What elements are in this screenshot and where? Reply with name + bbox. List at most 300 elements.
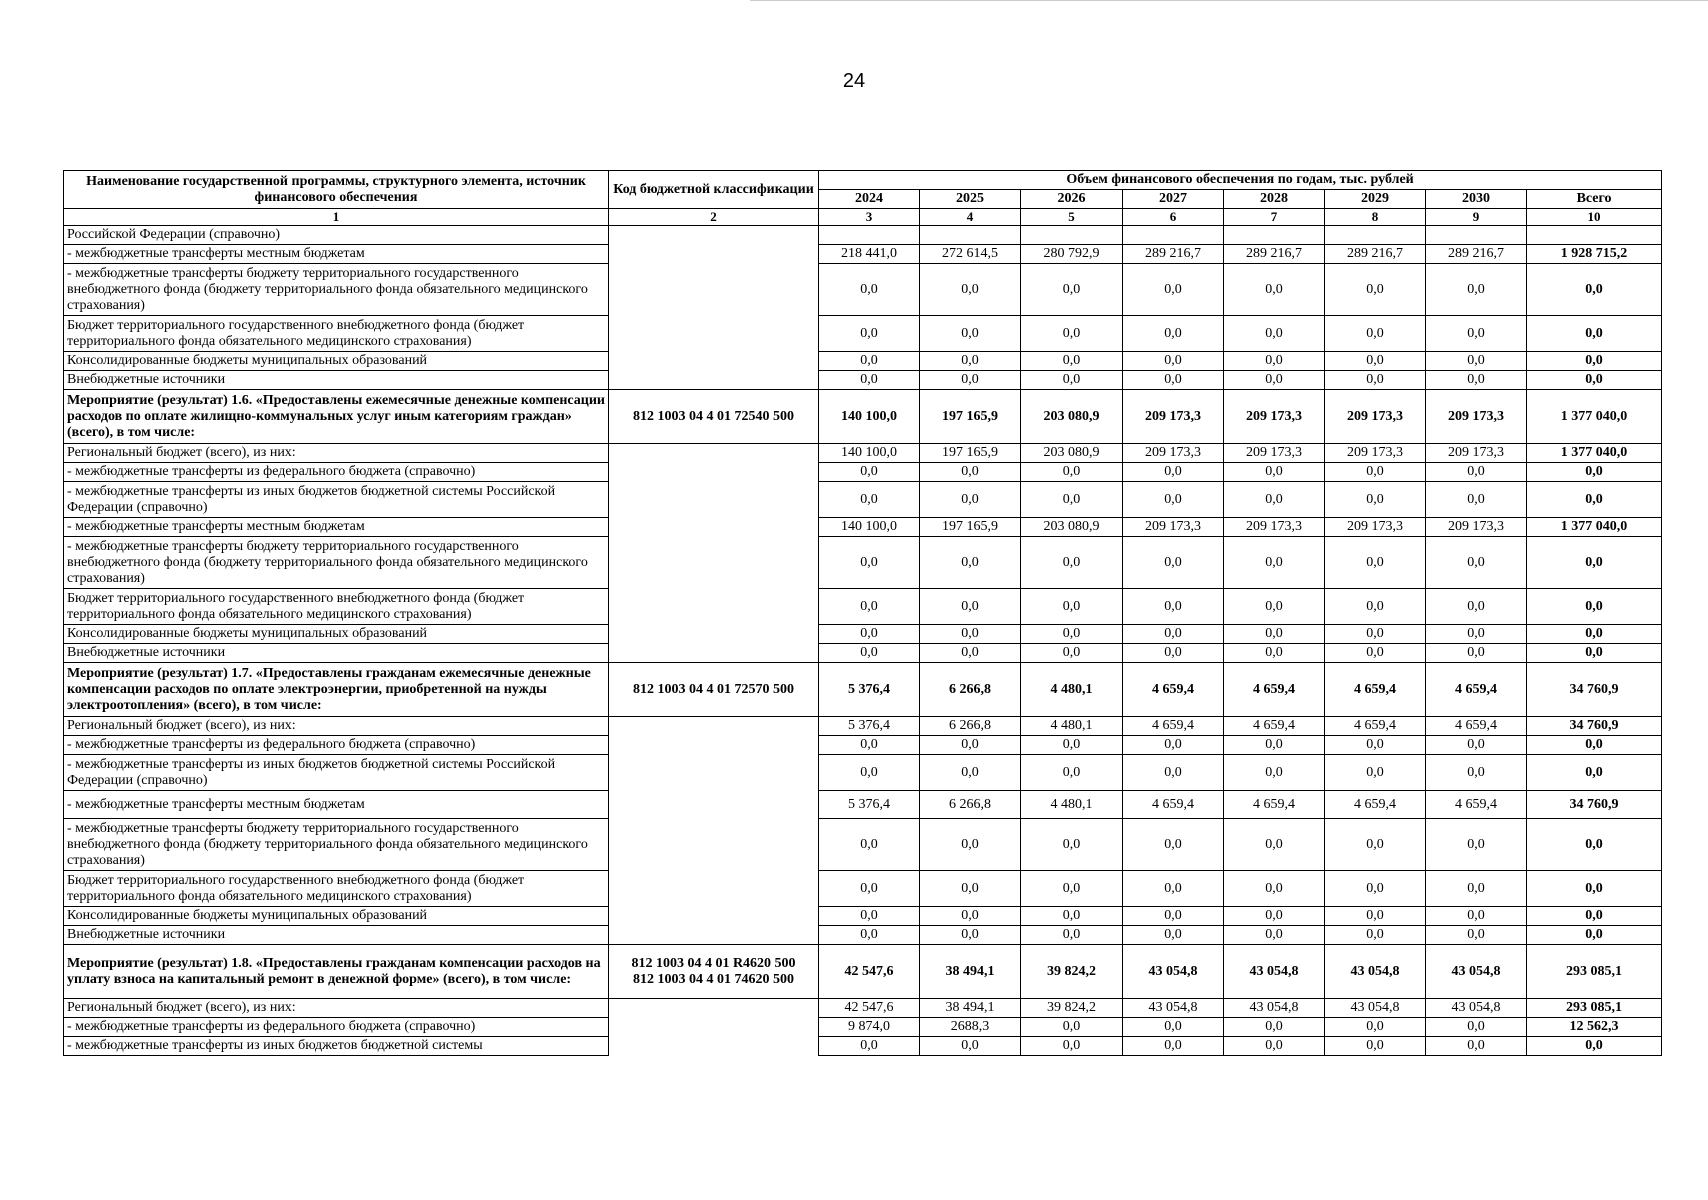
table-row — [64, 644, 1662, 663]
value-year: 209 173,3 — [1123, 444, 1224, 463]
value-total: 0,0 — [1527, 819, 1662, 871]
value-total: 1 377 040,0 — [1527, 444, 1662, 463]
value-year: 0,0 — [1325, 589, 1426, 625]
value-year: 5 376,4 — [819, 717, 920, 736]
value-year: 0,0 — [819, 871, 920, 907]
value-year: 0,0 — [819, 819, 920, 871]
value-year: 4 659,4 — [1325, 791, 1426, 819]
table-row — [64, 264, 1662, 316]
value-year: 0,0 — [819, 1037, 920, 1056]
value-year: 0,0 — [1021, 644, 1123, 663]
table-header — [64, 171, 1662, 226]
value-year: 0,0 — [1021, 264, 1123, 316]
value-year: 43 054,8 — [1426, 945, 1527, 999]
table-row — [64, 791, 1662, 819]
value-year: 0,0 — [1224, 589, 1325, 625]
value-year: 197 165,9 — [920, 444, 1021, 463]
value-year: 4 659,4 — [1224, 791, 1325, 819]
table-row — [64, 999, 1662, 1018]
value-year: 0,0 — [1325, 736, 1426, 755]
row-label: - межбюджетные трансферты из иных бюджетов бюджетной системы Российской Федерации (справочно) — [64, 482, 609, 518]
budget-code-empty — [609, 226, 819, 390]
value-total: 12 562,3 — [1527, 1018, 1662, 1037]
budget-code-empty — [609, 444, 819, 663]
value-year: 43 054,8 — [1224, 999, 1325, 1018]
value-year: 43 054,8 — [1123, 945, 1224, 999]
table-row — [64, 871, 1662, 907]
value-year: 203 080,9 — [1021, 390, 1123, 444]
value-year: 4 480,1 — [1021, 791, 1123, 819]
row-label: - межбюджетные трансферты бюджету территориального государственного внебюджетного фонда (бюджету территориального фонда обязательного медицинского страхования) — [64, 537, 609, 589]
value-year: 0,0 — [1224, 463, 1325, 482]
row-label: Российской Федерации (справочно) — [64, 226, 609, 245]
value-year: 0,0 — [1123, 352, 1224, 371]
table-row-measure — [64, 945, 1662, 999]
value-year: 0,0 — [819, 907, 920, 926]
value-year: 0,0 — [920, 1037, 1021, 1056]
value-year: 0,0 — [819, 755, 920, 791]
value-year: 289 216,7 — [1325, 245, 1426, 264]
table-row-measure — [64, 390, 1662, 444]
value-year: 209 173,3 — [1123, 518, 1224, 537]
row-label: Консолидированные бюджеты муниципальных образований — [64, 625, 609, 644]
value-year: 0,0 — [1123, 755, 1224, 791]
value-year: 9 874,0 — [819, 1018, 920, 1037]
value-year: 0,0 — [1325, 316, 1426, 352]
row-label: Региональный бюджет (всего), из них: — [64, 999, 609, 1018]
value-year: 209 173,3 — [1224, 518, 1325, 537]
row-label: - межбюджетные трансферты из иных бюджетов бюджетной системы — [64, 1037, 609, 1056]
value-year: 0,0 — [819, 589, 920, 625]
value-year: 4 659,4 — [1426, 717, 1527, 736]
value-year: 209 173,3 — [1123, 390, 1224, 444]
value-year: 0,0 — [920, 871, 1021, 907]
value-year: 0,0 — [1426, 926, 1527, 945]
table-row — [64, 463, 1662, 482]
value-year: 280 792,9 — [1021, 245, 1123, 264]
value-year: 0,0 — [1325, 482, 1426, 518]
row-label: Бюджет территориального государственного внебюджетного фонда (бюджет территориального фонда обязательного медицинского страхования) — [64, 316, 609, 352]
header-year: 2027 — [1123, 190, 1224, 209]
value-year: 6 266,8 — [920, 663, 1021, 717]
value-year: 0,0 — [1021, 482, 1123, 518]
value-year — [1021, 226, 1123, 245]
row-label: - межбюджетные трансферты бюджету территориального государственного внебюджетного фонда (бюджету территориального фонда обязательного медицинского страхования) — [64, 819, 609, 871]
value-year: 0,0 — [1123, 316, 1224, 352]
header-col-number: 2 — [609, 209, 819, 226]
value-year: 43 054,8 — [1325, 999, 1426, 1018]
value-year: 0,0 — [1224, 755, 1325, 791]
value-year: 0,0 — [1325, 264, 1426, 316]
value-year: 0,0 — [819, 352, 920, 371]
value-year: 0,0 — [1021, 352, 1123, 371]
value-year: 0,0 — [1021, 463, 1123, 482]
value-year: 0,0 — [1426, 871, 1527, 907]
header-col-number: 6 — [1123, 209, 1224, 226]
table-row — [64, 518, 1662, 537]
value-total: 1 377 040,0 — [1527, 518, 1662, 537]
value-total — [1527, 226, 1662, 245]
value-year: 0,0 — [920, 264, 1021, 316]
value-year: 0,0 — [1325, 625, 1426, 644]
table-row — [64, 625, 1662, 644]
table-row — [64, 736, 1662, 755]
value-year: 0,0 — [1123, 819, 1224, 871]
table-row — [64, 1018, 1662, 1037]
budget-code-empty — [609, 999, 819, 1056]
header-col-number: 5 — [1021, 209, 1123, 226]
value-year: 0,0 — [1426, 463, 1527, 482]
value-year: 0,0 — [1426, 819, 1527, 871]
row-label: - межбюджетные трансферты из федерального бюджета (справочно) — [64, 736, 609, 755]
budget-code-empty — [609, 717, 819, 945]
value-total: 0,0 — [1527, 371, 1662, 390]
value-year: 0,0 — [1325, 371, 1426, 390]
value-year: 4 659,4 — [1325, 663, 1426, 717]
value-year: 6 266,8 — [920, 791, 1021, 819]
value-year: 0,0 — [1325, 1018, 1426, 1037]
row-label: - межбюджетные трансферты местным бюджетам — [64, 518, 609, 537]
value-year: 0,0 — [920, 819, 1021, 871]
value-year: 0,0 — [920, 926, 1021, 945]
value-total: 0,0 — [1527, 736, 1662, 755]
budget-code: 812 1003 04 4 01 R4620 500 812 1003 04 4 01 74620 500 — [609, 945, 819, 999]
value-year: 0,0 — [1123, 482, 1224, 518]
header-volume: Объем финансового обеспечения по годам, тыс. рублей — [819, 171, 1662, 190]
table-row — [64, 352, 1662, 371]
value-year: 289 216,7 — [1123, 245, 1224, 264]
value-year: 0,0 — [920, 755, 1021, 791]
header-numbers-row — [64, 209, 1662, 226]
table-row — [64, 717, 1662, 736]
row-label: Региональный бюджет (всего), из них: — [64, 444, 609, 463]
value-year: 0,0 — [1123, 644, 1224, 663]
value-year: 0,0 — [1426, 625, 1527, 644]
value-year: 0,0 — [1123, 926, 1224, 945]
value-year: 0,0 — [1224, 644, 1325, 663]
value-year: 0,0 — [1426, 482, 1527, 518]
value-year: 0,0 — [920, 907, 1021, 926]
header-col-number: 3 — [819, 209, 920, 226]
value-year: 0,0 — [1224, 907, 1325, 926]
value-year: 0,0 — [1224, 1037, 1325, 1056]
value-year: 203 080,9 — [1021, 518, 1123, 537]
value-total: 0,0 — [1527, 352, 1662, 371]
header-year: 2029 — [1325, 190, 1426, 209]
value-year: 0,0 — [819, 463, 920, 482]
row-label: Региональный бюджет (всего), из них: — [64, 717, 609, 736]
value-year: 0,0 — [1325, 755, 1426, 791]
row-label: - межбюджетные трансферты из федерального бюджета (справочно) — [64, 1018, 609, 1037]
value-year: 39 824,2 — [1021, 945, 1123, 999]
table-row — [64, 819, 1662, 871]
value-year: 209 173,3 — [1325, 518, 1426, 537]
value-year: 43 054,8 — [1224, 945, 1325, 999]
value-year: 0,0 — [1021, 755, 1123, 791]
value-year: 0,0 — [920, 736, 1021, 755]
value-year: 0,0 — [1224, 1018, 1325, 1037]
value-year: 140 100,0 — [819, 444, 920, 463]
row-label: Консолидированные бюджеты муниципальных образований — [64, 352, 609, 371]
value-year: 0,0 — [1224, 316, 1325, 352]
value-year: 0,0 — [819, 264, 920, 316]
value-year: 0,0 — [920, 644, 1021, 663]
value-year: 0,0 — [1123, 871, 1224, 907]
value-year — [1224, 226, 1325, 245]
row-label: Консолидированные бюджеты муниципальных образований — [64, 907, 609, 926]
value-year: 0,0 — [1224, 736, 1325, 755]
value-year: 0,0 — [1021, 1037, 1123, 1056]
value-year: 0,0 — [1021, 589, 1123, 625]
value-year: 4 659,4 — [1325, 717, 1426, 736]
value-year: 0,0 — [1224, 482, 1325, 518]
value-year: 0,0 — [1426, 1037, 1527, 1056]
value-year: 0,0 — [819, 625, 920, 644]
value-year — [1325, 226, 1426, 245]
row-label: Бюджет территориального государственного внебюджетного фонда (бюджет территориального фонда обязательного медицинского страхования) — [64, 871, 609, 907]
value-year: 218 441,0 — [819, 245, 920, 264]
value-total: 0,0 — [1527, 264, 1662, 316]
value-year: 0,0 — [1325, 907, 1426, 926]
value-total: 34 760,9 — [1527, 791, 1662, 819]
value-year: 0,0 — [920, 537, 1021, 589]
value-total: 34 760,9 — [1527, 663, 1662, 717]
value-year: 43 054,8 — [1426, 999, 1527, 1018]
value-year: 289 216,7 — [1224, 245, 1325, 264]
value-year: 0,0 — [819, 316, 920, 352]
row-label: Внебюджетные источники — [64, 644, 609, 663]
row-label: - межбюджетные трансферты бюджету территориального государственного внебюджетного фонда (бюджету территориального фонда обязательного медицинского страхования) — [64, 264, 609, 316]
row-label: Мероприятие (результат) 1.7. «Предоставлены гражданам ежемесячные денежные компенсации расходов по оплате электроэнергии, приобретенной на нужды электроотопления» (всего), в том числе: — [64, 663, 609, 717]
value-year: 0,0 — [1426, 589, 1527, 625]
value-year: 289 216,7 — [1426, 245, 1527, 264]
scan-artifact-line — [750, 0, 1708, 1]
value-year: 0,0 — [1224, 625, 1325, 644]
value-year: 39 824,2 — [1021, 999, 1123, 1018]
value-year: 42 547,6 — [819, 999, 920, 1018]
value-year: 6 266,8 — [920, 717, 1021, 736]
row-label: - межбюджетные трансферты из федерального бюджета (справочно) — [64, 463, 609, 482]
value-year: 0,0 — [1123, 907, 1224, 926]
table-row — [64, 537, 1662, 589]
value-year: 4 659,4 — [1123, 717, 1224, 736]
value-year: 0,0 — [1426, 1018, 1527, 1037]
value-year: 0,0 — [1021, 926, 1123, 945]
value-year: 38 494,1 — [920, 999, 1021, 1018]
value-year: 43 054,8 — [1325, 945, 1426, 999]
header-year: 2024 — [819, 190, 920, 209]
value-year: 0,0 — [1426, 755, 1527, 791]
table-row — [64, 371, 1662, 390]
header-col-number: 9 — [1426, 209, 1527, 226]
value-year: 0,0 — [1021, 907, 1123, 926]
row-label: - межбюджетные трансферты местным бюджетам — [64, 791, 609, 819]
value-year: 0,0 — [819, 644, 920, 663]
header-col-number: 7 — [1224, 209, 1325, 226]
value-year: 0,0 — [1123, 1037, 1224, 1056]
value-year: 0,0 — [819, 482, 920, 518]
value-year: 4 659,4 — [1123, 663, 1224, 717]
budget-code: 812 1003 04 4 01 72540 500 — [609, 390, 819, 444]
value-year: 0,0 — [920, 371, 1021, 390]
table-row — [64, 755, 1662, 791]
value-year — [819, 226, 920, 245]
value-year: 0,0 — [1224, 537, 1325, 589]
header-col-number: 4 — [920, 209, 1021, 226]
value-year — [920, 226, 1021, 245]
value-year: 197 165,9 — [920, 518, 1021, 537]
value-year: 209 173,3 — [1325, 444, 1426, 463]
value-year: 4 480,1 — [1021, 663, 1123, 717]
value-year — [1123, 226, 1224, 245]
value-year: 0,0 — [1021, 736, 1123, 755]
value-year: 0,0 — [1426, 537, 1527, 589]
value-year: 197 165,9 — [920, 390, 1021, 444]
value-year: 0,0 — [819, 371, 920, 390]
table-row — [64, 589, 1662, 625]
table-row — [64, 444, 1662, 463]
table-row — [64, 926, 1662, 945]
value-year: 209 173,3 — [1224, 444, 1325, 463]
value-year: 0,0 — [1021, 537, 1123, 589]
value-total: 0,0 — [1527, 907, 1662, 926]
value-total: 0,0 — [1527, 589, 1662, 625]
value-year: 0,0 — [1123, 736, 1224, 755]
value-year: 0,0 — [1426, 371, 1527, 390]
value-year: 0,0 — [1426, 352, 1527, 371]
value-year: 4 659,4 — [1123, 791, 1224, 819]
header-year: 2025 — [920, 190, 1021, 209]
value-year: 209 173,3 — [1224, 390, 1325, 444]
value-year: 0,0 — [1224, 819, 1325, 871]
value-year: 4 659,4 — [1224, 663, 1325, 717]
value-year: 0,0 — [1021, 316, 1123, 352]
value-year: 42 547,6 — [819, 945, 920, 999]
table-row — [64, 1037, 1662, 1056]
budget-code: 812 1003 04 4 01 72570 500 — [609, 663, 819, 717]
value-year: 4 659,4 — [1426, 791, 1527, 819]
header-name: Наименование государственной программы, структурного элемента, источник финансового обеспечения — [64, 171, 609, 209]
value-year: 0,0 — [1021, 625, 1123, 644]
value-total: 0,0 — [1527, 625, 1662, 644]
value-total: 293 085,1 — [1527, 945, 1662, 999]
table-row — [64, 226, 1662, 245]
value-total: 1 928 715,2 — [1527, 245, 1662, 264]
table-row-measure — [64, 663, 1662, 717]
value-year: 0,0 — [1426, 907, 1527, 926]
row-label: Внебюджетные источники — [64, 371, 609, 390]
row-label: - межбюджетные трансферты местным бюджетам — [64, 245, 609, 264]
value-total: 1 377 040,0 — [1527, 390, 1662, 444]
value-year: 0,0 — [920, 463, 1021, 482]
value-year: 0,0 — [1224, 871, 1325, 907]
value-total: 0,0 — [1527, 316, 1662, 352]
value-total: 293 085,1 — [1527, 999, 1662, 1018]
value-year: 0,0 — [819, 537, 920, 589]
row-label: Бюджет территориального государственного внебюджетного фонда (бюджет территориального фонда обязательного медицинского страхования) — [64, 589, 609, 625]
header-code: Код бюджетной классификации — [609, 171, 819, 209]
value-year: 0,0 — [1325, 1037, 1426, 1056]
value-year: 209 173,3 — [1426, 518, 1527, 537]
value-total: 0,0 — [1527, 871, 1662, 907]
value-total: 0,0 — [1527, 537, 1662, 589]
value-year: 5 376,4 — [819, 663, 920, 717]
header-year: 2026 — [1021, 190, 1123, 209]
value-year: 0,0 — [920, 316, 1021, 352]
value-year: 203 080,9 — [1021, 444, 1123, 463]
value-year: 0,0 — [1021, 819, 1123, 871]
value-year: 0,0 — [1325, 926, 1426, 945]
value-year: 0,0 — [920, 589, 1021, 625]
value-total: 34 760,9 — [1527, 717, 1662, 736]
value-year: 0,0 — [920, 625, 1021, 644]
value-year: 4 659,4 — [1224, 717, 1325, 736]
value-year: 0,0 — [1325, 463, 1426, 482]
value-year: 0,0 — [819, 926, 920, 945]
value-year: 0,0 — [819, 736, 920, 755]
value-year: 209 173,3 — [1325, 390, 1426, 444]
value-year: 0,0 — [1123, 625, 1224, 644]
value-year: 209 173,3 — [1426, 390, 1527, 444]
value-year: 0,0 — [1426, 644, 1527, 663]
value-total: 0,0 — [1527, 482, 1662, 518]
value-year: 0,0 — [920, 482, 1021, 518]
value-year: 272 614,5 — [920, 245, 1021, 264]
value-year: 0,0 — [1325, 537, 1426, 589]
row-label: Внебюджетные источники — [64, 926, 609, 945]
value-year — [1426, 226, 1527, 245]
value-year: 0,0 — [1123, 589, 1224, 625]
value-year: 140 100,0 — [819, 390, 920, 444]
value-year: 0,0 — [1325, 352, 1426, 371]
value-year: 140 100,0 — [819, 518, 920, 537]
value-year: 5 376,4 — [819, 791, 920, 819]
financing-table — [63, 170, 1662, 1056]
header-year: 2030 — [1426, 190, 1527, 209]
header-year: Всего — [1527, 190, 1662, 209]
value-year: 0,0 — [920, 352, 1021, 371]
page-number: 24 — [842, 70, 866, 92]
header-year: 2028 — [1224, 190, 1325, 209]
value-year: 0,0 — [1021, 871, 1123, 907]
value-total: 0,0 — [1527, 463, 1662, 482]
row-label: Мероприятие (результат) 1.6. «Предоставлены ежемесячные денежные компенсации расходов по оплате жилищно-коммунальных услуг иным категориям граждан» (всего), в том числе: — [64, 390, 609, 444]
value-year: 0,0 — [1123, 537, 1224, 589]
table-row — [64, 316, 1662, 352]
value-year: 2688,3 — [920, 1018, 1021, 1037]
value-year: 0,0 — [1426, 316, 1527, 352]
row-label: - межбюджетные трансферты из иных бюджетов бюджетной системы Российской Федерации (справочно) — [64, 755, 609, 791]
value-year: 0,0 — [1224, 926, 1325, 945]
value-year: 4 480,1 — [1021, 717, 1123, 736]
value-year: 209 173,3 — [1426, 444, 1527, 463]
value-total: 0,0 — [1527, 644, 1662, 663]
value-year: 43 054,8 — [1123, 999, 1224, 1018]
value-year: 0,0 — [1021, 1018, 1123, 1037]
value-year: 0,0 — [1426, 736, 1527, 755]
value-year: 0,0 — [1224, 371, 1325, 390]
row-label: Мероприятие (результат) 1.8. «Предоставлены гражданам компенсации расходов на уплату взноса на капитальный ремонт в денежной форме» (всего), в том числе: — [64, 945, 609, 999]
value-year: 0,0 — [1325, 871, 1426, 907]
table-body — [64, 226, 1662, 1056]
value-year: 0,0 — [1224, 264, 1325, 316]
table-row — [64, 482, 1662, 518]
table-row — [64, 907, 1662, 926]
value-total: 0,0 — [1527, 755, 1662, 791]
value-year: 0,0 — [1123, 463, 1224, 482]
value-year: 0,0 — [1426, 264, 1527, 316]
value-year: 0,0 — [1325, 644, 1426, 663]
